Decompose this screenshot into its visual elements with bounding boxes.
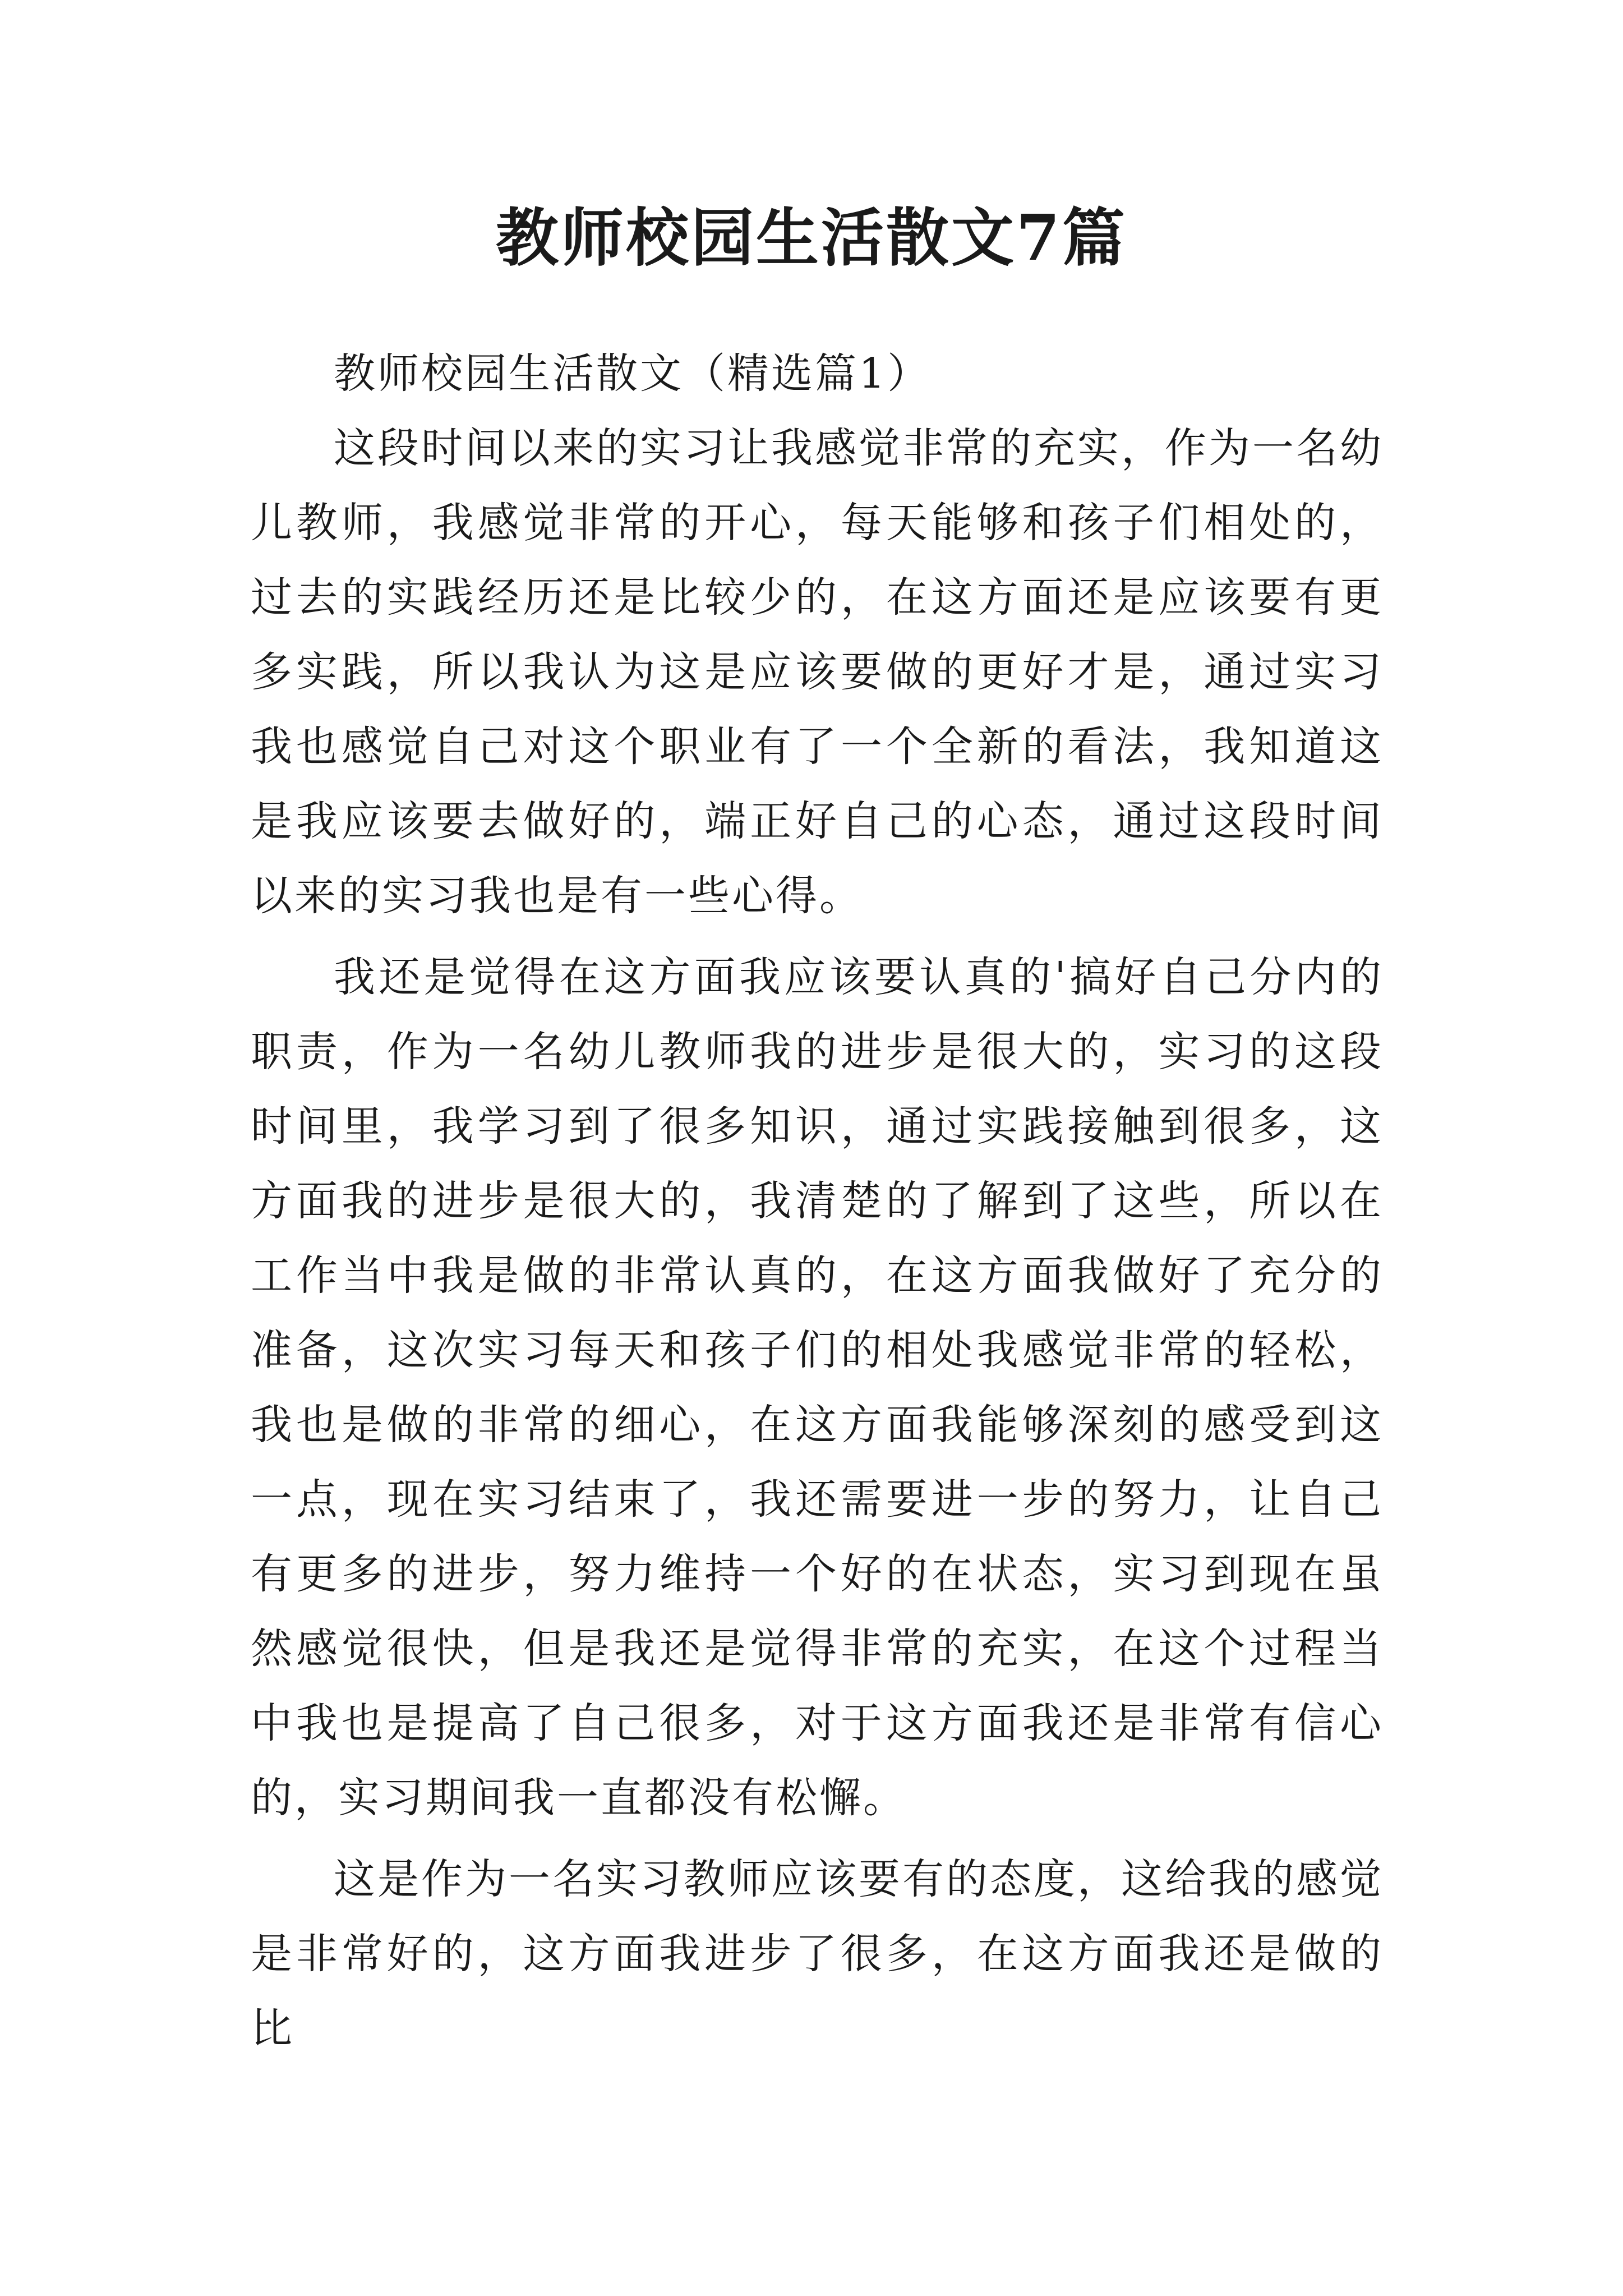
document-body — [251, 337, 1384, 2066]
section-heading: 教师校园生活散文（精选篇1） — [334, 349, 932, 398]
document-title: 教师校园生活散文7篇 — [496, 201, 1127, 275]
paragraph-1: 这段时间以来的实习让我感觉非常的充实，作为一名幼儿教师，我感觉非常的开心，每天能够和孩子们相处的，过去的实践经历还是比较少的，在这方面还是应该要有更多实践，所以我认为这是应该要做的更好才是，通过实习我也感觉自己对这个职业有了一个全新的看法，我知道这是我应该要去做好的，端正好自己的心态，通过这段时间以来的实习我也是有一些心得。 — [251, 424, 1384, 920]
paragraph-2: 我还是觉得在这方面我应该要认真的'搞好自己分内的职责，作为一名幼儿教师我的进步是很大的，实习的这段时间里，我学习到了很多知识，通过实践接触到很多，这方面我的进步是很大的，我清楚的了解到了这些，所以在工作当中我是做的非常认真的，在这方面我做好了充分的准备，这次实习每天和孩子们的相处我感觉非常的轻松，我也是做的非常的细心，在这方面我能够深刻的感受到这一点，现在实习结束了，我还需要进一步的努力，让自己有更多的进步，努力维持一个好的在状态，实习到现在虽然感觉很快，但是我还是觉得非常的充实，在这个过程当中我也是提高了自己很多，对于这方面我还是非常有信心的，实习期间我一直都没有松懈。 — [251, 953, 1384, 1822]
paragraph-3: 这是作为一名实习教师应该要有的态度，这给我的感觉是非常好的，这方面我进步了很多，在这方面我还是做的比 — [251, 1855, 1384, 2053]
